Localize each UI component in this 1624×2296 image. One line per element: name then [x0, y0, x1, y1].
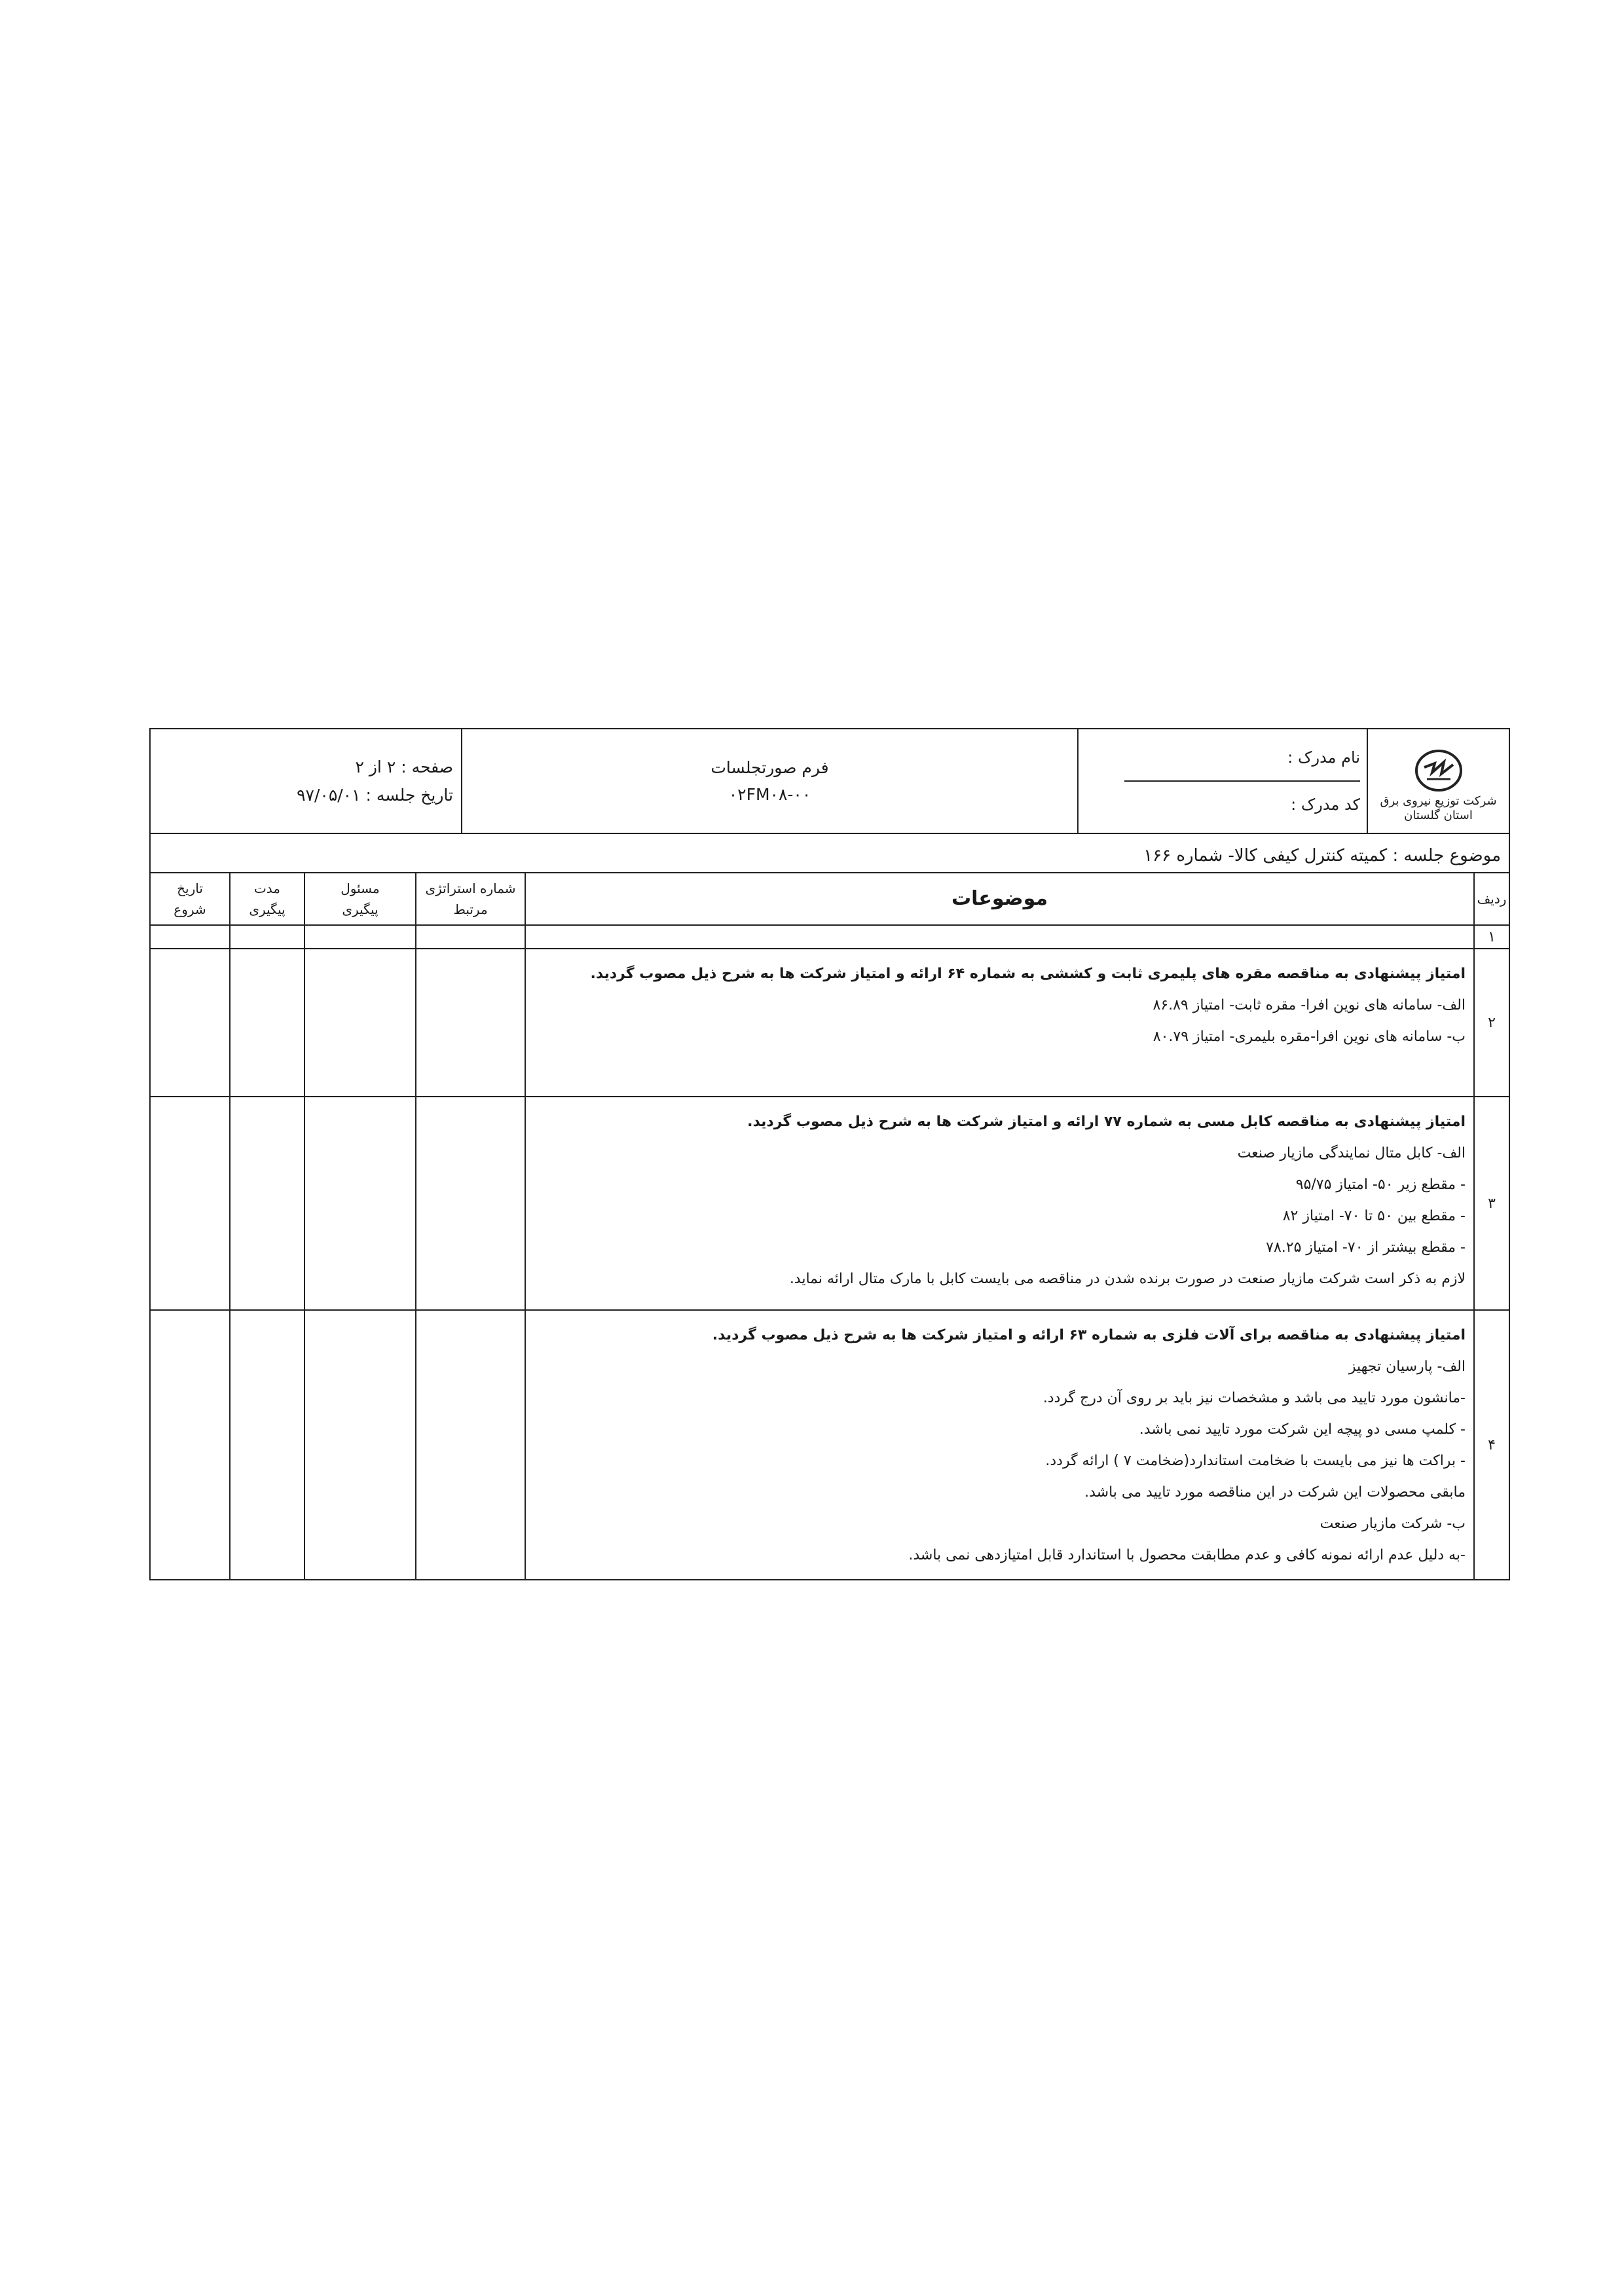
- table-row: [150, 1310, 1509, 1580]
- col-duration-line2: پیگیری: [249, 902, 286, 917]
- topic-line: - کلمپ مسی دو پیچه این شرکت مورد تایید نمی باشد.: [1139, 1421, 1466, 1438]
- col-duration: [230, 873, 304, 925]
- row-strategy: [416, 1310, 525, 1580]
- form-title-cell: [462, 729, 1078, 833]
- row-start: [150, 925, 230, 949]
- form-code: ۰۲FM۰۸-۰۰: [728, 785, 811, 804]
- topic-line: -به دلیل عدم ارائه نمونه کافی و عدم مطابقت محصول با استاندارد قابل امتیازدهی نمی باشد.: [908, 1547, 1466, 1563]
- row-duration: [230, 1310, 304, 1580]
- meeting-subject: موضوع جلسه : کمیته کنترل کیفی کالا- شماره ۱۶۶: [150, 833, 1509, 873]
- meeting-date: تاریخ جلسه : ۹۷/۰۵/۰۱: [297, 786, 453, 805]
- row-start: [150, 1097, 230, 1310]
- row-duration: [230, 949, 304, 1097]
- row-topic: [525, 1310, 1474, 1580]
- col-responsible: [304, 873, 416, 925]
- topic-line: الف- کابل متال نمایندگی مازیار صنعت: [1237, 1145, 1466, 1161]
- row-start: [150, 949, 230, 1097]
- row-strategy: [416, 949, 525, 1097]
- table-row: [150, 1097, 1509, 1310]
- row-number: ۴: [1474, 1310, 1509, 1580]
- row-topic: [525, 925, 1474, 949]
- row-topic: [525, 949, 1474, 1097]
- document-info-cell: [1078, 729, 1367, 833]
- topic-line: امتیاز پیشنهادی به مناقصه مقره های پلیمری ثابت و کششی به شماره ۶۴ ارائه و امتیاز شرکت ها به شرح ذیل مصوب گردید.: [590, 966, 1466, 982]
- topic-line: - مقطع بیشتر از ۷۰- امتیاز ۷۸.۲۵: [1266, 1239, 1466, 1256]
- topic-line: امتیاز پیشنهادی به مناقصه کابل مسی به شماره ۷۷ ارائه و امتیاز شرکت ها به شرح ذیل مصوب گردید.: [747, 1114, 1466, 1130]
- row-number: ۲: [1474, 949, 1509, 1097]
- page-info-cell: [150, 729, 462, 833]
- topic-line: مابقی محصولات این شرکت در این مناقصه مورد تایید می باشد.: [1084, 1484, 1466, 1501]
- topic-line: -مانشون مورد تایید می باشد و مشخصات نیز باید بر روی آن درج گردد.: [1043, 1390, 1466, 1406]
- company-logo-cell: [1367, 729, 1509, 833]
- company-logo-icon: [1412, 748, 1465, 793]
- row-topic: [525, 1097, 1474, 1310]
- doc-code-label: کد مدرک :: [1291, 795, 1360, 814]
- row-number: ۳: [1474, 1097, 1509, 1310]
- topics-table: [149, 872, 1510, 1580]
- topic-line: لازم به ذکر است شرکت مازیار صنعت در صورت برنده شدن در مناقصه می بایست کابل با مارک متال ارائه نماید.: [789, 1271, 1466, 1287]
- row-responsible: [304, 1097, 416, 1310]
- page-number: صفحه : ۲ از ۲: [355, 757, 453, 776]
- topic-line: - براکت ها نیز می بایست با ضخامت استاندارد(ضخامت ۷ ) ارائه گردد.: [1045, 1453, 1466, 1469]
- table-row: [150, 925, 1509, 949]
- topic-line: ب- سامانه های نوین افرا-مقره بلیمری- امتیاز ۸۰.۷۹: [1153, 1029, 1466, 1045]
- row-number: ۱: [1474, 925, 1509, 949]
- row-duration: [230, 925, 304, 949]
- col-responsible-line1: مسئول: [341, 881, 380, 896]
- row-responsible: [304, 949, 416, 1097]
- topic-line: - مقطع زیر ۵۰- امتیاز ۹۵/۷۵: [1295, 1176, 1466, 1193]
- row-strategy: [416, 925, 525, 949]
- row-duration: [230, 1097, 304, 1310]
- col-start-line1: تاریخ: [177, 881, 203, 896]
- company-province: استان گلستان: [1404, 809, 1473, 822]
- form-title: فرم صورتجلسات: [710, 758, 829, 777]
- table-row: [150, 949, 1509, 1097]
- col-strategy-line1: شماره استراتژی: [425, 881, 516, 896]
- table-header-row: [150, 873, 1509, 925]
- doc-name-label: نام مدرک :: [1124, 735, 1360, 782]
- col-topics: موضوعات: [525, 873, 1474, 925]
- col-responsible-line2: پیگیری: [342, 902, 378, 917]
- col-start-date: [150, 873, 230, 925]
- col-row-number: ردیف: [1474, 873, 1509, 925]
- col-start-line2: شروع: [174, 902, 206, 917]
- topic-line: ب- شرکت مازیار صنعت: [1320, 1516, 1466, 1532]
- topic-line: الف- پارسیان تجهیز: [1348, 1358, 1466, 1375]
- row-strategy: [416, 1097, 525, 1310]
- form-header: [149, 728, 1510, 873]
- topic-line: امتیاز پیشنهادی به مناقصه برای آلات فلزی به شماره ۶۳ ارائه و امتیاز شرکت ها به شرح ذیل مصوب گردید.: [712, 1327, 1466, 1343]
- row-responsible: [304, 1310, 416, 1580]
- row-start: [150, 1310, 230, 1580]
- row-responsible: [304, 925, 416, 949]
- col-duration-line1: مدت: [253, 881, 281, 896]
- topic-line: الف- سامانه های نوین افرا- مقره ثابت- امتیاز ۸۶.۸۹: [1153, 997, 1466, 1013]
- company-name: شرکت توزیع نیروی برق: [1380, 794, 1497, 808]
- minutes-form: [149, 728, 1510, 1580]
- topic-line: - مقطع بین ۵۰ تا ۷۰- امتیاز ۸۲: [1282, 1208, 1466, 1224]
- col-strategy: [416, 873, 525, 925]
- col-strategy-line2: مرتبط: [453, 902, 488, 917]
